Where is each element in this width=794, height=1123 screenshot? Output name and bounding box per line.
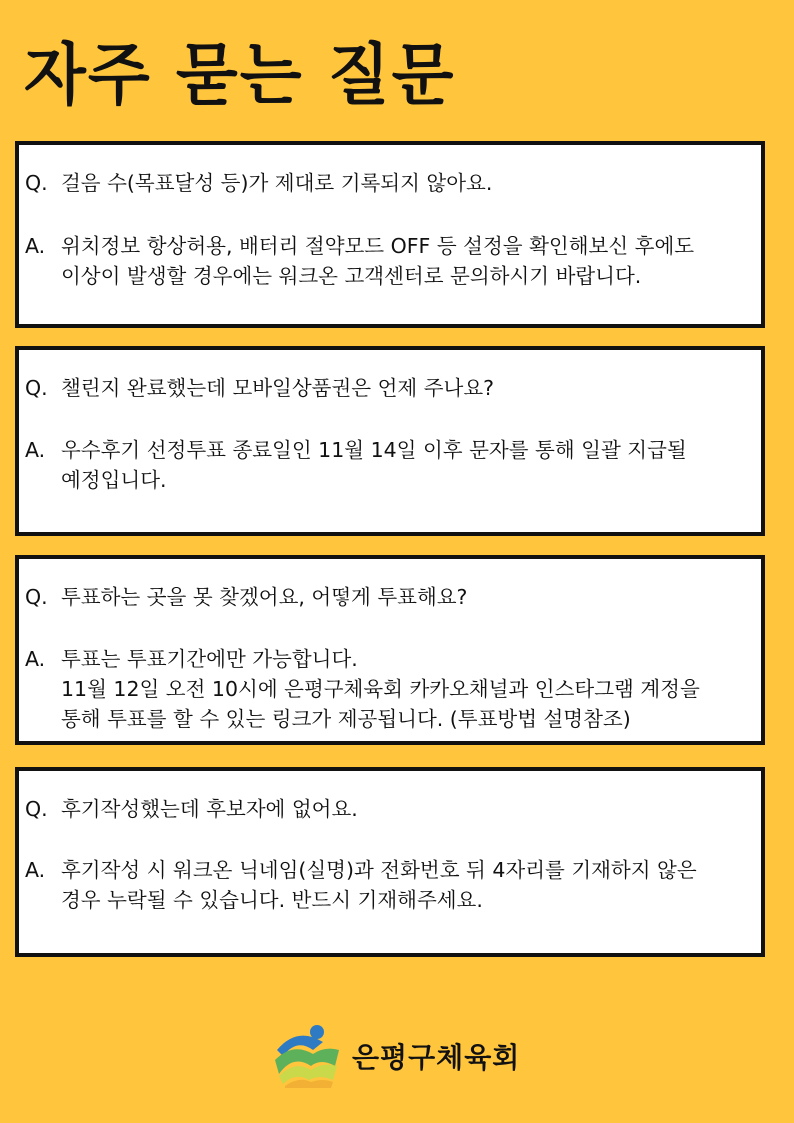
faq-question (25, 794, 751, 824)
faq-card (15, 555, 765, 745)
question-text: 걸음 수(목표달성 등)가 제대로 기록되지 않아요. (61, 171, 493, 195)
a-mark: A. (25, 234, 46, 258)
faq-question (25, 582, 751, 612)
a-mark: A. (25, 647, 46, 671)
faq-card (15, 346, 765, 536)
answer-line: 투표는 투표기간에만 가능합니다. (61, 647, 358, 671)
answer-line: 후기작성 시 워크온 닉네임(실명)과 전화번호 뒤 4자리를 기재하지 않은 (61, 858, 697, 882)
answer-line: 11월 12일 오전 10시에 은평구체육회 카카오채널과 인스타그램 계정을 (61, 677, 700, 701)
org-name: 은평구체육회 (352, 1041, 521, 1074)
answer-line: 경우 누락될 수 있습니다. 반드시 기재해주세요. (61, 888, 483, 912)
faq-question (25, 373, 751, 403)
faq-answer (25, 855, 751, 915)
q-mark: Q. (25, 585, 48, 609)
faq-card (15, 767, 765, 957)
faq-answer (25, 231, 751, 291)
a-mark: A. (25, 858, 46, 882)
question-text: 챌린지 완료했는데 모바일상품권은 언제 주나요? (61, 376, 495, 400)
answer-line: 우수후기 선정투표 종료일인 11월 14일 이후 문자를 통해 일괄 지급될 (61, 438, 687, 462)
q-mark: Q. (25, 797, 48, 821)
answer-line: 이상이 발생할 경우에는 워크온 고객센터로 문의하시기 바랍니다. (61, 264, 642, 288)
faq-card (15, 141, 765, 328)
answer-line: 통해 투표를 할 수 있는 링크가 제공됩니다. (투표방법 설명참조) (61, 707, 631, 731)
page-title: 자주 묻는 질문 (24, 37, 456, 115)
answer-line: 예정입니다. (61, 468, 167, 492)
question-text: 투표하는 곳을 못 찾겠어요, 어떻게 투표해요? (61, 585, 468, 609)
question-text: 후기작성했는데 후보자에 없어요. (61, 797, 358, 821)
a-mark: A. (25, 438, 46, 462)
faq-answer (25, 435, 751, 495)
answer-line: 위치정보 항상허용, 배터리 절약모드 OFF 등 설정을 확인해보신 후에도 (61, 234, 695, 258)
q-mark: Q. (25, 171, 48, 195)
faq-answer (25, 644, 751, 734)
eunpyeong-sports-council-logo-icon (273, 1020, 341, 1088)
q-mark: Q. (25, 376, 48, 400)
faq-question (25, 168, 751, 198)
